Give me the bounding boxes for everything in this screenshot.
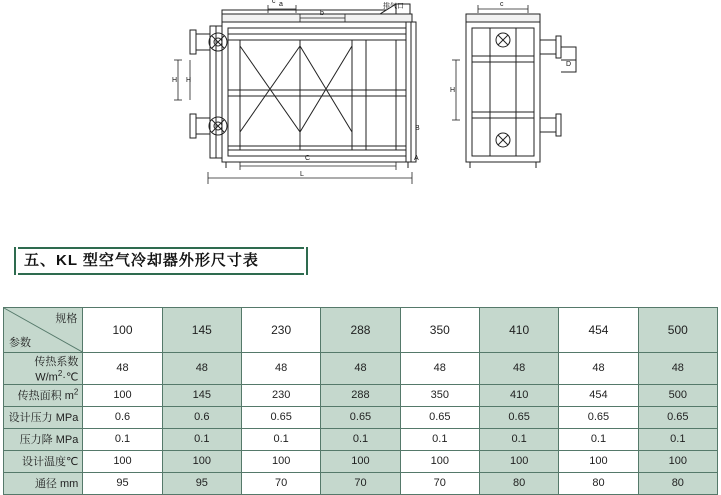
table-cell: 70 bbox=[241, 472, 320, 494]
table-cell: 100 bbox=[83, 450, 162, 472]
row-label: 设计压力 MPa bbox=[4, 406, 83, 428]
table-cell: 100 bbox=[241, 450, 320, 472]
table-cell: 100 bbox=[162, 450, 241, 472]
table-cell: 48 bbox=[479, 353, 558, 385]
table-cell: 0.65 bbox=[400, 406, 479, 428]
row-label bbox=[4, 384, 83, 406]
table-cell: 100 bbox=[321, 450, 400, 472]
spec-table-wrapper bbox=[3, 307, 718, 495]
table-cell: 410 bbox=[479, 384, 558, 406]
table-cell: 100 bbox=[559, 450, 638, 472]
table-cell: 0.65 bbox=[321, 406, 400, 428]
dim-label-a-bottom: A bbox=[414, 155, 419, 162]
table-cell: 0.1 bbox=[638, 428, 717, 450]
table-cell: 48 bbox=[162, 353, 241, 385]
air-cooler-outline-svg bbox=[0, 0, 721, 200]
dim-label-a: a bbox=[279, 1, 283, 8]
table-cell: 0.1 bbox=[83, 428, 162, 450]
row-label-sup: 2 bbox=[57, 369, 63, 378]
table-cell: 0.65 bbox=[559, 406, 638, 428]
table-row bbox=[4, 450, 718, 472]
dim-label-c-bottom: C bbox=[305, 155, 311, 162]
table-cell: 80 bbox=[479, 472, 558, 494]
table-corner-cell bbox=[4, 308, 83, 353]
table-row bbox=[4, 406, 718, 428]
column-header: 145 bbox=[162, 308, 241, 353]
table-cell: 0.65 bbox=[638, 406, 717, 428]
table-header-row bbox=[4, 308, 718, 353]
column-header: 454 bbox=[559, 308, 638, 353]
column-header: 410 bbox=[479, 308, 558, 353]
table-cell: 500 bbox=[638, 384, 717, 406]
corner-label-param: 参数 bbox=[9, 337, 31, 349]
row-label: 通径 mm bbox=[4, 472, 83, 494]
table-cell: 145 bbox=[162, 384, 241, 406]
table-cell: 48 bbox=[638, 353, 717, 385]
table-cell: 0.1 bbox=[162, 428, 241, 450]
dim-label-h-side: H bbox=[450, 87, 456, 94]
table-cell: 48 bbox=[559, 353, 638, 385]
column-header: 500 bbox=[638, 308, 717, 353]
table-cell: 0.65 bbox=[479, 406, 558, 428]
row-label-sup: 2 bbox=[73, 387, 79, 397]
column-header: 350 bbox=[400, 308, 479, 353]
table-cell: 80 bbox=[638, 472, 717, 494]
dim-label-b: b bbox=[320, 10, 324, 17]
table-cell: 230 bbox=[241, 384, 320, 406]
table-cell: 0.1 bbox=[479, 428, 558, 450]
dim-label-c-side: c bbox=[500, 1, 504, 8]
table-cell: 70 bbox=[321, 472, 400, 494]
table-row bbox=[4, 428, 718, 450]
row-label-text: 传热系数 W/m bbox=[34, 356, 79, 384]
table-row bbox=[4, 472, 718, 494]
table-cell: 0.1 bbox=[559, 428, 638, 450]
table-cell: 100 bbox=[400, 450, 479, 472]
corner-label-spec: 规格 bbox=[55, 313, 78, 325]
table-cell: 48 bbox=[241, 353, 320, 385]
dim-label-c-top: c bbox=[272, 0, 276, 5]
table-cell: 0.6 bbox=[83, 406, 162, 428]
air-outlet-label: 排气口 bbox=[383, 3, 404, 10]
column-header: 100 bbox=[83, 308, 162, 353]
dim-label-h-left2: H bbox=[186, 77, 192, 84]
spec-table-body bbox=[4, 308, 718, 495]
table-cell: 48 bbox=[400, 353, 479, 385]
table-cell: 48 bbox=[83, 353, 162, 385]
dim-label-h-left: H bbox=[172, 77, 178, 84]
table-cell: 350 bbox=[400, 384, 479, 406]
table-cell: 0.6 bbox=[162, 406, 241, 428]
row-label: 压力降 MPa bbox=[4, 428, 83, 450]
table-cell: 0.65 bbox=[241, 406, 320, 428]
table-cell: 0.1 bbox=[241, 428, 320, 450]
table-cell: 100 bbox=[638, 450, 717, 472]
technical-drawing bbox=[0, 0, 721, 200]
dim-label-b-side: B bbox=[415, 125, 420, 132]
table-row bbox=[4, 353, 718, 385]
table-cell: 95 bbox=[162, 472, 241, 494]
table-cell: 70 bbox=[400, 472, 479, 494]
row-label-text: 传热面积 m bbox=[17, 390, 74, 403]
table-cell: 0.1 bbox=[400, 428, 479, 450]
spec-table bbox=[3, 307, 718, 495]
row-label: 设计温度℃ bbox=[4, 450, 83, 472]
row-label-tail: ·℃ bbox=[62, 371, 79, 384]
dim-label-d: D bbox=[566, 61, 572, 68]
section-heading bbox=[0, 245, 721, 285]
table-cell: 454 bbox=[559, 384, 638, 406]
table-cell: 0.1 bbox=[321, 428, 400, 450]
table-cell: 95 bbox=[83, 472, 162, 494]
heading-title: 五、KL 型空气冷却器外形尺寸表 bbox=[24, 252, 259, 269]
dim-label-l: L bbox=[300, 171, 304, 178]
table-cell: 100 bbox=[479, 450, 558, 472]
table-cell: 100 bbox=[83, 384, 162, 406]
column-header: 230 bbox=[241, 308, 320, 353]
table-row bbox=[4, 384, 718, 406]
row-label bbox=[4, 353, 83, 385]
table-cell: 80 bbox=[559, 472, 638, 494]
column-header: 288 bbox=[321, 308, 400, 353]
table-cell: 48 bbox=[321, 353, 400, 385]
table-cell: 288 bbox=[321, 384, 400, 406]
